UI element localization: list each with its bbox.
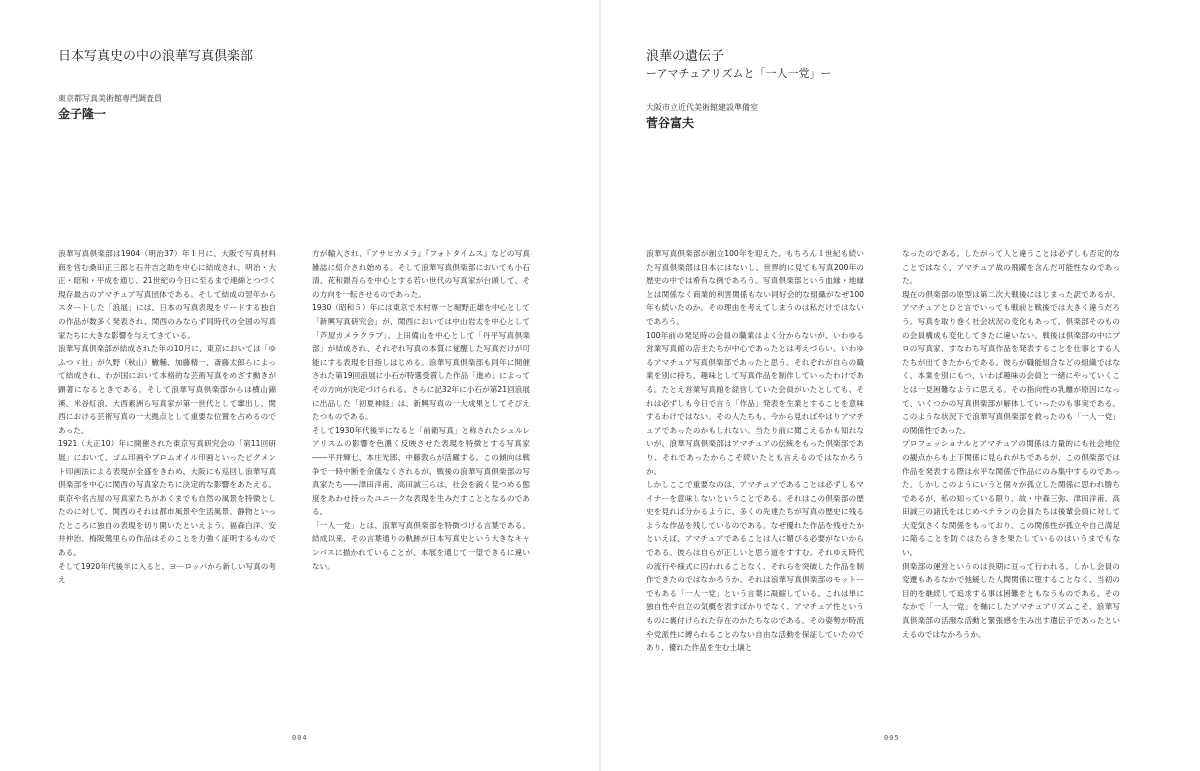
paragraph: 浪華写真倶楽部が結成された年の10月に、東京においては「ゆふつゞ社」が久野（秋山）轍輔、加藤精一、斎藤太郎らによって結成され、わが国において本格的な芸術写真をめざす動きが顕著になるときである。そして浪華写真倶楽部からは横山錦溪、米谷紅浪、大西素洲ら写真家が第一世代として輩出し、関西における芸術写真の一大拠点として重要な位置を占めるのであった。 xyxy=(58,344,276,435)
paragraph: 1930（昭和５）年には東京で木村専一と堀野正雄を中心として「新興写真研究会」が、関西においては中山岩太を中心として「芦屋カメラクラブ」、上田備山を中心として「丹平写真倶楽部」が結成され、それぞれ写真の本質に覚醒した写真だけが可能にする表現を目指しはじめる。浪華写真倶楽部も同年に開催された第19回浪展に小石が特選受賞した作品「進め」によってその方向が決定づけられる。さらに記32年に小石が第21回浪展に出品した「初夏神経」は、新興写真の一大成果としてそびえたつものである。 xyxy=(312,303,530,422)
paragraph: そして1930年代後半になると「前衛写真」と称されたシュルレアリスムの影響を色濃く反映させた表現を特徴とする写真家――平井輝七、本庄光郎、中藤敦らが活躍する。この傾向は戦争で一時中断を余儀なくされるが、戦後の浪華写真倶楽部の写真家たち――津田洋甫、高田誠三らは、社会を鋭く見つめる態度をあわせ持ったユニークな表現を生みだすこととなるのである。 xyxy=(312,425,530,517)
paragraph: 1921（大正10）年に開催された東京写真研究会の「第11回研展」において、ゴム印画やブロムオイル印画といったピグメント印画法による表現が全盛をきわめ、大阪にも巡回し浪華写真倶楽部を中心に関西の写真家たちに決定的な影響をあたえる。東京や名古屋の写真家たちがあくまでも自然の風景を特徴としたのに対して、関西のそれは都市風景や生活風景、静物といったところに独自の表現を切り開いたといえよう。福森白洋、安井仲治、梅阪鶯里らの作品はそのことを力強く証明するものである。 xyxy=(58,439,276,558)
left-column-2 xyxy=(312,247,530,573)
right-column-2 xyxy=(902,247,1120,641)
paragraph: そして1920年代後半に入ると、ヨーロッパから新しい写真の考え xyxy=(58,561,276,585)
paragraph: 倶楽部の運営というのは長期に亘って行われる。しかし会員の変遷もあるなかで弛緩した人間関係に堕することなく、当初の目的を継続して追求する事は困難をともなうものである。そのなかで「一人一党」を軸にしたアマチュアリズムこそ、浪華写真倶楽部の活潑な活動と緊張感を生み出す遺伝子であったといえるのではなかろうか。 xyxy=(902,561,1120,639)
paragraph: 浪華写真倶楽部は1904（明治37）年１月に、大阪で写真材料商を営む桑田正三郎と石井吉之助を中心に結成され、明治・大正・昭和・平成を通じ、21世紀の今日に至るまで連綿とつづく現存最古のアマチュア写真団体である。そして結成の翌年からスタートした「浪展」には、日本の写真表現をリードする独自の作品が数多く発表され、関西のみならず同時代の全国の写真家たちに大きな影響を与えてきている。 xyxy=(58,249,276,340)
paragraph: 「一人一党」とは、浪華写真倶楽部を特徴づける言葉である。結成以来、その言葉通りの軌跡が日本写真史という大きなキャンバスに描かれていることが、本展を通じて一望できるに違いない。 xyxy=(312,520,530,571)
right-column-1 xyxy=(646,247,864,655)
paragraph: 現在の倶楽部の原型は第二次大戦後にはじまった訳であるが、アマチュアとひと言でいっても戦前と戦後では大きく違うだろう。写真を取り巻く社会状況の変化もあって、倶楽部そのものの会員構成も変化してきたに違いない。戦後は倶楽部の中にプロの写真家、すなわち写真作品を発表することを仕事とする人たちが出てきたからである。彼らが職能組合などの組織ではなく、本業を別にもつ、いわば趣味の会員と一緒にやっていくことは一見困難なように思える。その指向性の乳離が原因になって、いくつかの写真倶楽部が解体していったのも事実である。このような状況下で浪華写真倶楽部を救ったのも「一人一党」の関係性であった。 xyxy=(902,289,1120,435)
paragraph: プロフェッショナルとアマチュアの関係は力量的にも社会地位の観点からも上下関係に見られがちであるが、この倶楽部では作品を発表する際は水平な関係で作品にのみ集中するのであった。しかしこのようにいうと個々が孤立した関係に思われ勝ちであるが、私の知っている限り、故・中森三弥、津田洋甫、高田誠三の諸氏をはじめベテランの会員たちは後輩会員に対して大変気さくな関係をもっており、この関係性が孤立や自己満足に陥ることを防ぐはたらきを果たしているのはいうまでもない。 xyxy=(902,439,1120,558)
right-author-name: 菅谷富夫 xyxy=(646,116,695,130)
right-page xyxy=(600,0,1200,771)
right-article-title: 浪華の遺伝子 xyxy=(646,49,725,64)
paragraph: 方が輸入され、『アサヒカメラ』『フォトタイムス』などの写真雑誌に紹介され始める。そして浪華写真倶楽部においても小石清、花和銀吾らを中心とする若い世代の写真家が台頭して、その方向を一転させるのであった。 xyxy=(312,249,530,299)
paragraph: 浪華写真倶楽部が創立100年を迎えた。もちろん１世紀も続いた写真倶楽部は日本にはないし、世界的に見ても写真200年の歴史の中では希有な例であろう。写真倶楽部という血縁・地縁とは関係なく商業的利害関係もない同好会的な組織がなぜ100年も続いたのか、その理由を考えてしまうのは私だけではないであろう。 xyxy=(646,249,864,326)
right-author-affiliation: 大阪市立近代美術館建設準備室 xyxy=(646,103,758,112)
left-column-1 xyxy=(58,247,276,587)
left-author-affiliation: 東京都写真美術館専門調査員 xyxy=(58,94,162,103)
paragraph: なったのである。したがって人と違うことは必ずしも否定的なことではなく、アマチュア故の飛躍を含んだ可能性なのであった。 xyxy=(902,249,1120,286)
page-number: 004 xyxy=(292,734,308,742)
left-author-name: 金子隆一 xyxy=(58,107,107,121)
page-number: 005 xyxy=(884,734,900,742)
right-article-subtitle: ーアマチュアリズムと「一人一党」ー xyxy=(646,67,832,80)
left-article-title: 日本写真史の中の浪華写真倶楽部 xyxy=(58,49,254,64)
paragraph: しかしここで重要なのは、アマチュアであることは必ずしもマイナーを意味しないということである。それはこの倶楽部の歴史を見れば分かるように、多くの先達たちが写真の歴史に残るような作品を残しているのである。なぜ優れた作品を残せたかといえば、アマチュアであることは人に媚びる必要がないからである。彼らは自らが正しいと思う道をすすむ。それゆえ時代の流行や様式に囚われることなく、それらを突破した作品を制作できたのではなかろうか。それは浪華写真倶楽部のモットーでもある「一人一党」という言葉に凝縮している。これは単に独自性や自立の気概を表すばかりでなく、アマチュア性というものに裏付けられた存在のかたちなのである。その姿勢が時流や党派性に縛られることのない自由な活動を保証していたのであり、優れた作品を生む土壌と xyxy=(646,480,864,653)
paragraph: 100年前の発足時の会員の職業はよく分からないが、いわゆる営業写真館の店主たちが中心であったとは考えづらい。いわゆるアマチュア写真倶楽部であったと思う。それぞれが自らの職業を別に持ち、趣味として写真作品を制作していったわけである。たとえ営業写真館を経営していた会員がいたとしても、それは必ずしも今日で言う「作品」発表を生業とすることを意味するわけではない。その人たちも、今から見ればやはりアマチュアであったのかもしれない。当たり前に聞こえるかも知れないが、浪華写真倶楽部はアマチュアの伝統をもった倶楽部であり、それであったからこそ続いたとも言えるのではなかろうか。 xyxy=(646,330,864,476)
